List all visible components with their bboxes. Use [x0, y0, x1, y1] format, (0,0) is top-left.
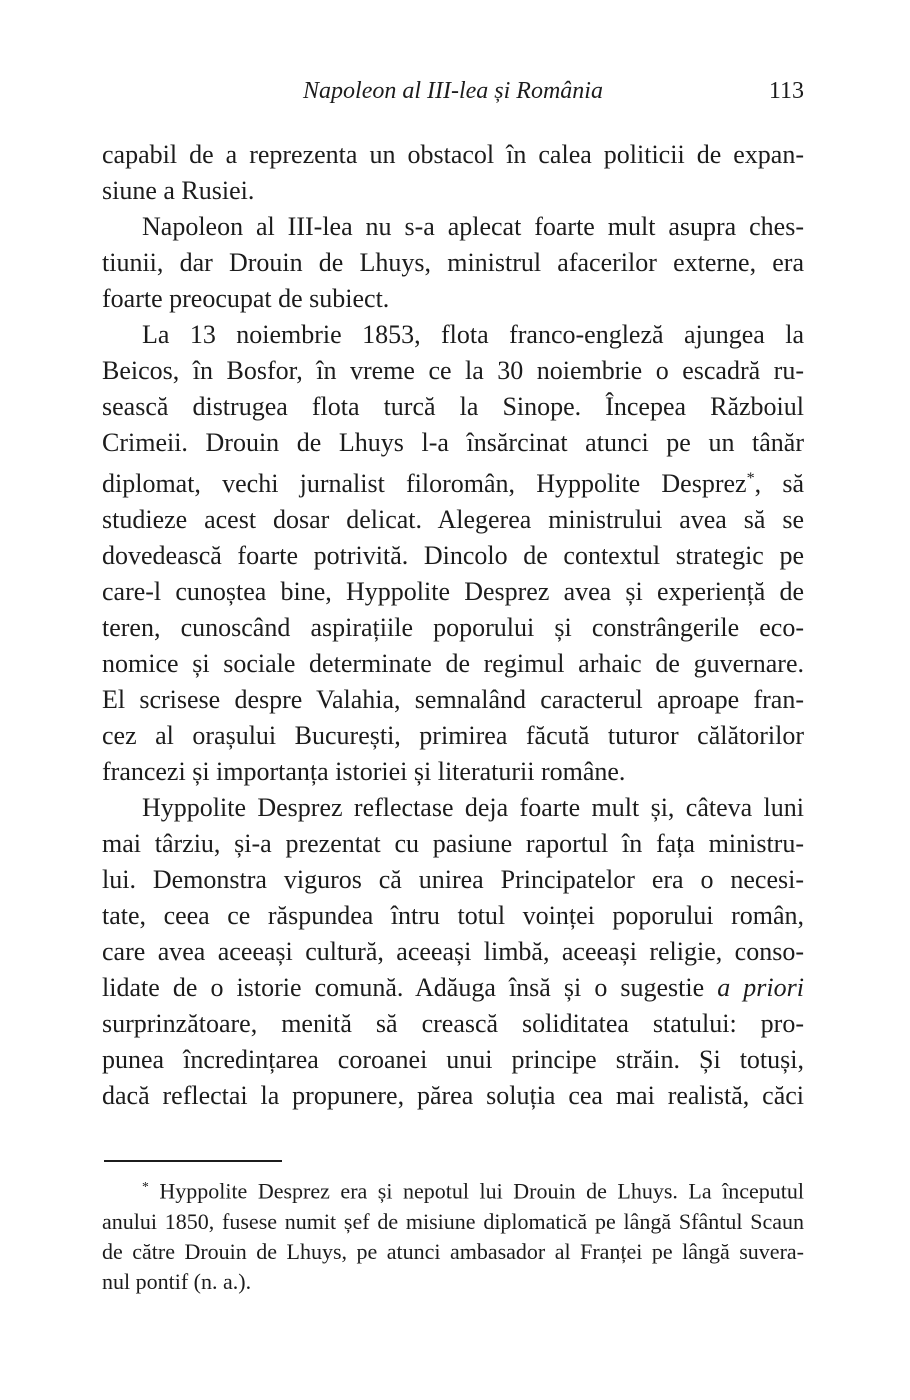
body-text-line: La 13 noiembrie 1853, flota franco-engleză ajungea la	[142, 320, 804, 349]
body-text-line: lui. Demonstra viguros că unirea Principatelor era o necesi-	[102, 864, 804, 894]
body-text-line: dacă reflectai la propunere, părea soluția cea mai realistă, căci	[102, 1080, 804, 1110]
body-text-line: El scrisese despre Valahia, semnalând caracterul aproape fran-	[102, 684, 804, 714]
page-number: 113	[768, 78, 804, 104]
body-text-line: siune a Rusiei.	[102, 176, 255, 205]
body-text-line: Napoleon al III-lea nu s-a aplecat foarte mult asupra ches-	[142, 212, 804, 241]
body-text-line: mai târziu, și-a prezentat cu pasiune raportul în fața ministru-	[102, 828, 804, 858]
body-text-line: foarte preocupat de subiect.	[102, 284, 390, 313]
footnote-line: nul pontif (n. a.).	[102, 1268, 252, 1294]
body-text-line: francezi și importanța istoriei și literaturii române.	[102, 756, 626, 786]
body-text-line: tiunii, dar Drouin de Lhuys, ministrul afacerilor externe, era	[102, 248, 804, 277]
footnote-line: * Hyppolite Desprez era și nepotul lui Drouin de Lhuys. La începutul	[142, 1178, 804, 1204]
footnote-line: de către Drouin de Lhuys, pe atunci ambasador al Franței pe lângă suvera-	[102, 1238, 804, 1264]
footnote	[102, 1172, 804, 1297]
body-text-line: care avea aceeași cultură, aceeași limbă, aceeași religie, conso-	[102, 936, 804, 966]
footnote-line: anului 1850, fusese numit șef de misiune diplomatică pe lângă Sfântul Scaun	[102, 1208, 804, 1234]
body-text-line: surprinzătoare, menită să crească soliditatea statului: pro-	[102, 1008, 804, 1038]
running-header	[102, 78, 804, 110]
body-text-line: care-l cunoștea bine, Hyppolite Desprez avea și experiență de	[102, 576, 804, 606]
body-text-line: capabil de a reprezenta un obstacol în calea politicii de expan-	[102, 140, 804, 169]
running-head-title: Napoleon al III-lea și România	[303, 78, 603, 104]
body-text-line: cez al orașului București, primirea făcută tuturor călătorilor	[102, 720, 804, 750]
body-text-line: tate, ceea ce răspundea întru totul voinței poporului român,	[102, 900, 804, 930]
body-text-line: sească distrugea flota turcă la Sinope. Începea Războiul	[102, 392, 804, 421]
body-text-line: lidate de o istorie comună. Adăuga însă și o sugestie a priori	[102, 972, 804, 1002]
body-text	[102, 137, 804, 1114]
body-text-line: dovedească foarte potrivită. Dincolo de contextul strategic pe	[102, 540, 804, 570]
body-text-line: Beicos, în Bosfor, în vreme ce la 30 noiembrie o escadră ru-	[102, 356, 804, 385]
body-text-line: punea încredințarea coroanei unui principe străin. Și totuși,	[102, 1044, 804, 1074]
footnote-separator	[104, 1160, 282, 1162]
body-text-line: studieze acest dosar delicat. Alegerea ministrului avea să se	[102, 504, 804, 534]
body-text-line: Hyppolite Desprez reflectase deja foarte mult și, câteva luni	[142, 792, 804, 822]
body-text-line: nomice și sociale determinate de regimul arhaic de guvernare.	[102, 648, 804, 678]
body-text-line: diplomat, vechi jurnalist filoromân, Hyppolite Desprez*, să	[102, 468, 804, 498]
body-text-line: Crimeii. Drouin de Lhuys l-a însărcinat atunci pe un tânăr	[102, 428, 804, 457]
body-text-line: teren, cunoscând aspirațiile poporului și constrângerile eco-	[102, 612, 804, 642]
